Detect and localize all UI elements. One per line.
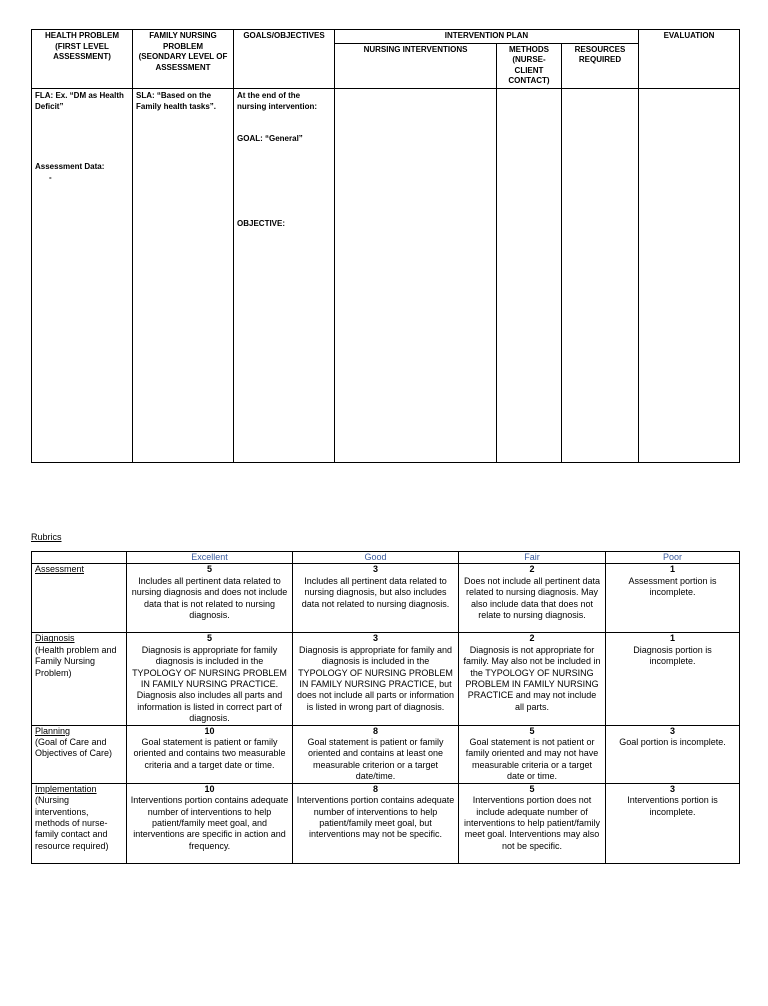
goal-label: GOAL: “General” [237,133,303,143]
rubric-level-poor: Poor [606,552,740,564]
care-plan-table [31,29,740,463]
header-intervention-plan: INTERVENTION PLAN [335,30,639,44]
rubric-cell: 5 Goal statement is not patient or family oriented and may not have measurable criteria or a target date or time. [459,725,606,783]
rubric-cell: 2 Does not include all pertinent data related to nursing diagnosis. May also include data that does not relate to nursing diagnosis. [459,564,606,633]
cell-methods [497,88,562,463]
header-nursing-interventions: NURSING INTERVENTIONS [335,43,497,88]
rubric-header-blank [32,552,127,564]
header-health-problem: HEALTH PROBLEM (FIRST LEVEL ASSESSMENT) [32,30,133,89]
rubric-cell: 10 Goal statement is patient or family oriented and contains two measurable criteria and a target date or time. [127,725,293,783]
rubric-cell: 3 Diagnosis is appropriate for family and diagnosis is included in the TYPOLOGY OF NURSING PROBLEM IN FAMILY NURSING PRACTICE, but does not include all parts or information is listed in wrong part of diagnosis. [293,633,459,725]
rubrics-table [31,551,740,864]
header-family-nursing-problem: FAMILY NURSING PROBLEM (SEONDARY LEVEL OF ASSESSMENT [133,30,234,89]
cell-evaluation [639,88,740,463]
fla-example: FLA: Ex. “DM as Health Deficit” [35,90,124,111]
rubric-cell: 8 Goal statement is patient or family oriented and contains at least one measurable criterion or a target date/time. [293,725,459,783]
rubric-cell: 1 Diagnosis portion is incomplete. [606,633,740,725]
rubric-cell: 5 Interventions portion does not include adequate number of interventions to help patient/family meet goal. Interventions may also not be specific. [459,783,606,863]
rubric-cell: 1 Assessment portion is incomplete. [606,564,740,633]
rubric-cell: 2 Diagnosis is not appropriate for family. May also not be included in the TYPOLOGY OF NURSING PROBLEM IN FAMILY NURSING PRACTICE and may not include all parts. [459,633,606,725]
rubric-cell: 3 Includes all pertinent data related to nursing diagnosis, but also includes data not related to nursing diagnosis. [293,564,459,633]
header-goals-objectives: GOALS/OBJECTIVES [234,30,335,89]
cell-goals-objectives: At the end of the nursing intervention: GOAL: “General” OBJECTIVE: [234,88,335,463]
criterion-diagnosis: Diagnosis (Health problem and Family Nursing Problem) [32,633,127,725]
criterion-implementation: Implementation (Nursing interventions, methods of nurse-family contact and resource required) [32,783,127,863]
rubric-cell: 8 Interventions portion contains adequate number of interventions to help patient/family meet goal, but interventions may not be specific. [293,783,459,863]
header-evaluation: EVALUATION [639,30,740,89]
rubric-cell: 10 Interventions portion contains adequate number of interventions to help patient/family meet goal, and interventions are specific in action and frequency. [127,783,293,863]
header-methods: METHODS (NURSE-CLIENT CONTACT) [497,43,562,88]
objective-label: OBJECTIVE: [237,219,286,228]
rubric-row-planning [32,725,740,783]
assessment-data-label: Assessment Data: [35,161,105,171]
rubric-row-assessment [32,564,740,633]
rubric-row-diagnosis [32,633,740,725]
rubric-cell: 3 Goal portion is incomplete. [606,725,740,783]
header-resources: RESOURCES REQUIRED [562,43,639,88]
assessment-bullet: - [49,173,52,182]
cell-resources [562,88,639,463]
rubric-row-implementation [32,783,740,863]
cell-first-level-assessment [32,88,133,463]
rubric-level-fair: Fair [459,552,606,564]
rubric-level-excellent: Excellent [127,552,293,564]
rubrics-title: Rubrics [31,532,62,542]
rubric-cell: 5 Includes all pertinent data related to nursing diagnosis and does not include data that is not related to nursing diagnosis. [127,564,293,633]
criterion-assessment: Assessment [32,564,127,633]
cell-second-level-assessment: SLA: “Based on the Family health tasks”. [133,88,234,463]
rubric-cell: 3 Interventions portion is incomplete. [606,783,740,863]
rubric-cell: 5 Diagnosis is appropriate for family diagnosis is included in the TYPOLOGY OF NURSING PROBLEM IN FAMILY NURSING PRACTICE. Diagnosis also includes all parts and information is listed in correct part of diagnosis. [127,633,293,725]
cell-nursing-interventions [335,88,497,463]
criterion-planning: Planning (Goal of Care and Objectives of Care) [32,725,127,783]
rubric-level-good: Good [293,552,459,564]
